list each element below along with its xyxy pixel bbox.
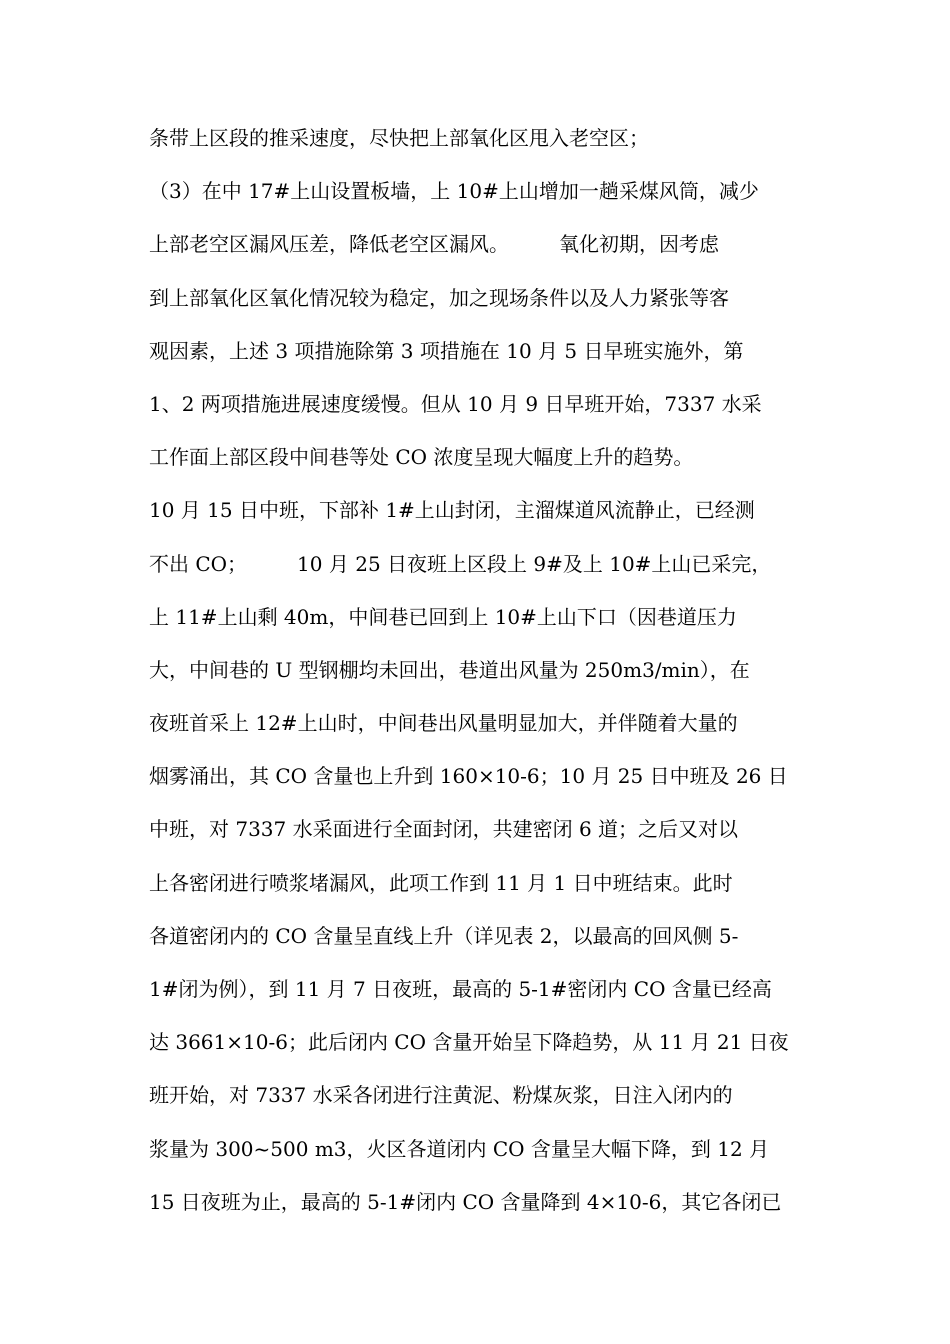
text-line: 工作面上部区段中间巷等处 CO 浓度呈现大幅度上升的趋势。 (149, 445, 694, 470)
text-line: 班开始，对 7337 水采各闭进行注黄泥、粉煤灰浆，日注入闭内的 (149, 1083, 733, 1108)
text-line: 上各密闭进行喷浆堵漏风，此项工作到 11 月 1 日中班结束。此时 (149, 870, 733, 895)
text-line: 上 11#上山剩 40m，中间巷已回到上 10#上山下口（因巷道压力 (149, 604, 737, 629)
text-line: 1、2 两项措施进展速度缓慢。但从 10 月 9 日早班开始，7337 水采 (149, 391, 762, 416)
text-line: 浆量为 300~500 m3，火区各道闭内 CO 含量呈大幅下降，到 12 月 (149, 1136, 770, 1161)
text-line: 观因素，上述 3 项措施除第 3 项措施在 10 月 5 日早班实施外，第 (149, 338, 744, 363)
text-line: 1#闭为例），到 11 月 7 日夜班，最高的 5-1#密闭内 CO 含量已经高 (149, 977, 772, 1001)
text-line: 10 月 15 日中班，下部补 1#上山封闭，主溜煤道风流静止，已经测 (149, 498, 755, 523)
text-line: 到上部氧化区氧化情况较为稳定，加之现场条件以及人力紧张等客 (149, 285, 729, 310)
text-line: 条带上区段的推采速度，尽快把上部氧化区甩入老空区； (149, 126, 649, 150)
text-line: 大，中间巷的 U 型钢棚均未回出，巷道出风量为 250m3/min），在 (149, 657, 750, 682)
text-line: 各道密闭内的 CO 含量呈直线上升（详见表 2，以最高的回风侧 5- (149, 923, 739, 948)
text-line: 烟雾涌出，其 CO 含量也上升到 160×10-6；10 月 25 日中班及 26 日 (149, 764, 788, 789)
text-line: （3）在中 17#上山设置板墙，上 10#上山增加一趟采煤风筒，减少 (149, 179, 759, 204)
text-line: 中班，对 7337 水采面进行全面封闭，共建密闭 6 道；之后又对以 (149, 817, 739, 842)
text-line: 达 3661×10-6；此后闭内 CO 含量开始呈下降趋势，从 11 月 21 日夜 (149, 1030, 789, 1055)
body-text (149, 116, 819, 1233)
text-line: 15 日夜班为止，最高的 5-1#闭内 CO 含量降到 4×10-6，其它各闭已 (149, 1189, 782, 1214)
text-line: 上部老空区漏风压差，降低老空区漏风。 氧化初期，因考虑 (149, 232, 719, 257)
text-line: 夜班首采上 12#上山时，中间巷出风量明显加大，并伴随着大量的 (149, 711, 738, 736)
text-line: 不出 CO； 10 月 25 日夜班上区段上 9#及上 10#上山已采完， (149, 551, 772, 576)
